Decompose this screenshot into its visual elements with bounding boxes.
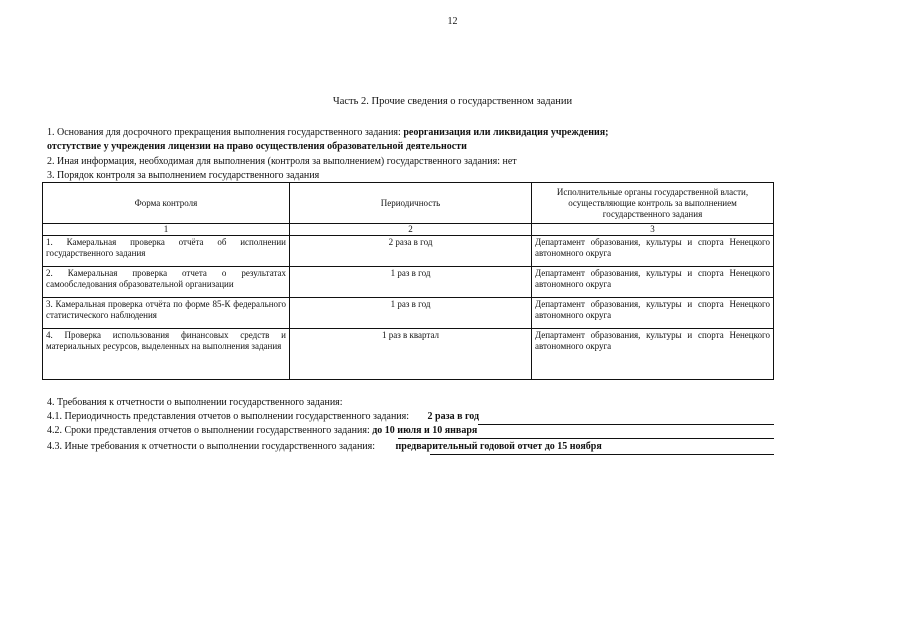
underline-4-3 bbox=[430, 454, 774, 455]
section-1-line-1 bbox=[47, 127, 608, 139]
section-4-3-value: предварительный годовой отчет до 15 ноября bbox=[395, 441, 602, 452]
authority-cell: Департамент образования, культуры и спорта Ненецкого автономного округа bbox=[532, 329, 774, 380]
period-cell: 2 раза в год bbox=[290, 236, 532, 267]
underline-4-2 bbox=[398, 438, 774, 439]
index-cell: 3 bbox=[532, 224, 774, 236]
section-4-2 bbox=[47, 425, 477, 437]
index-cell: 1 bbox=[43, 224, 290, 236]
underline-4-1 bbox=[478, 424, 774, 425]
form-cell: 4. Проверка использования финансовых средств и материальных ресурсов, выделенных на выполнения задания bbox=[43, 329, 290, 380]
section-4-2-label: 4.2. Сроки представления отчетов о выполнении государственного задания: bbox=[47, 425, 370, 436]
header-authority: Исполнительные органы государственной власти, осуществляющие контроль за выполнением государственного задания bbox=[532, 183, 774, 224]
form-cell: 2. Камеральная проверка отчета о результатах самообследования образовательной организации bbox=[43, 267, 290, 298]
section-4-title: 4. Требования к отчетности о выполнении государственного задания: bbox=[47, 397, 343, 408]
section-4-1-label: 4.1. Периодичность представления отчетов о выполнении государственного задания: bbox=[47, 411, 410, 422]
period-cell: 1 раз в год bbox=[290, 298, 532, 329]
section-3: 3. Порядок контроля за выполнением государственного задания bbox=[47, 170, 320, 181]
table-row bbox=[43, 298, 774, 329]
authority-cell: Департамент образования, культуры и спорта Ненецкого автономного округа bbox=[532, 298, 774, 329]
section-1-bold-1: реорганизация или ликвидация учреждения; bbox=[403, 127, 609, 138]
header-period: Периодичность bbox=[290, 183, 532, 224]
header-form: Форма контроля bbox=[43, 183, 290, 224]
table-header-row bbox=[43, 183, 774, 224]
section-2: 2. Иная информация, необходимая для выполнения (контроля за выполнением) государственного задания: нет bbox=[47, 156, 517, 167]
table-index-row bbox=[43, 224, 774, 236]
table-row bbox=[43, 329, 774, 380]
section-4-1-value: 2 раза в год bbox=[427, 411, 480, 422]
section-4-3-label: 4.3. Иные требования к отчетности о выполнении государственного задания: bbox=[47, 441, 376, 452]
section-1-prefix: 1. Основания для досрочного прекращения выполнения государственного задания: bbox=[47, 127, 404, 138]
section-4-3 bbox=[47, 441, 602, 453]
section-4-1 bbox=[47, 411, 479, 423]
section-4-2-value: до 10 июля и 10 января bbox=[372, 425, 478, 436]
control-table bbox=[42, 182, 774, 380]
part-title: Часть 2. Прочие сведения о государственном задании bbox=[332, 96, 573, 107]
index-cell: 2 bbox=[290, 224, 532, 236]
authority-cell: Департамент образования, культуры и спорта Ненецкого автономного округа bbox=[532, 267, 774, 298]
period-cell: 1 раз в год bbox=[290, 267, 532, 298]
form-cell: 1. Камеральная проверка отчёта об исполнении государственного задания bbox=[43, 236, 290, 267]
page-number: 12 bbox=[447, 16, 458, 27]
authority-cell: Департамент образования, культуры и спорта Ненецкого автономного округа bbox=[532, 236, 774, 267]
table-row bbox=[43, 267, 774, 298]
form-cell: 3. Камеральная проверка отчёта по форме 85-К федерального статистического наблюдения bbox=[43, 298, 290, 329]
section-1-line-2: отстутствие у учреждения лицензии на право осуществления образовательной деятельности bbox=[47, 141, 467, 152]
table-row bbox=[43, 236, 774, 267]
period-cell: 1 раз в квартал bbox=[290, 329, 532, 380]
